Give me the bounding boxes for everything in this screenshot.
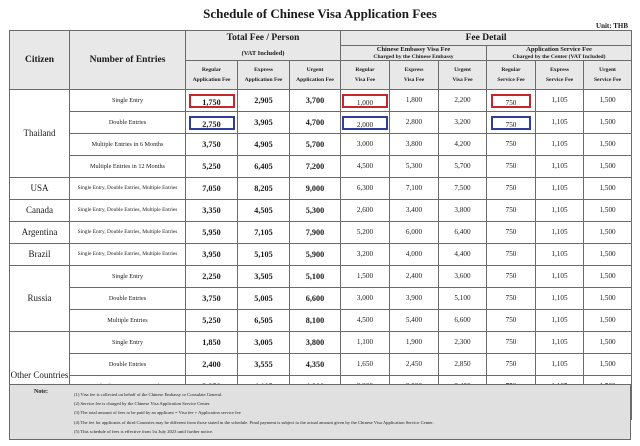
service-fee-cell: 1,105 (536, 244, 584, 266)
citizen-cell: Russia (10, 266, 70, 332)
subheader-fee-type: Visa Fee (403, 77, 425, 83)
visa-fee-cell: 2,800 (390, 112, 439, 134)
table-row (10, 310, 632, 332)
embassy-fee-sub: Charged by the Chinese Embassy (373, 53, 454, 60)
visa-fee-cell: 1,650 (341, 354, 390, 376)
service-fee-cell: 750 (487, 354, 536, 376)
service-fee-cell: 750 (487, 200, 536, 222)
subheader-cell (186, 61, 238, 90)
subheader-fee-type: Visa Fee (354, 77, 376, 83)
embassy-fee-header (341, 46, 487, 61)
visa-fee-cell: 2,600 (341, 200, 390, 222)
visa-fee-cell: 2,450 (390, 354, 439, 376)
table-row (10, 332, 632, 354)
visa-fee-cell: 6,400 (439, 222, 487, 244)
visa-fee-cell: 3,200 (439, 112, 487, 134)
subheader-cell (584, 61, 632, 90)
service-fee-cell: 750 (487, 244, 536, 266)
visa-fee-cell: 3,800 (390, 134, 439, 156)
entry-type-cell: Single Entry (70, 90, 186, 112)
visa-fee-cell: 3,000 (341, 288, 390, 310)
total-fee-cell: 5,105 (238, 244, 290, 266)
service-fee-cell: 750 (487, 310, 536, 332)
visa-fee-cell: 4,500 (341, 156, 390, 178)
service-fee-cell: 750 (487, 178, 536, 200)
visa-fee-cell: 6,000 (390, 222, 439, 244)
total-fee-cell: 4,350 (290, 354, 341, 376)
entry-type-cell: Single Entry, Double Entries, Multiple Entries (70, 178, 186, 200)
total-fee-cell: 7,200 (290, 156, 341, 178)
table-row (10, 156, 632, 178)
service-fee-cell: 1,105 (536, 222, 584, 244)
visa-fee-cell: 4,500 (341, 310, 390, 332)
entry-type-cell: Single Entry, Double Entries, Multiple Entries (70, 244, 186, 266)
total-fee-cell: 5,250 (186, 310, 238, 332)
service-fee-cell: 750 (487, 266, 536, 288)
total-fee-cell: 7,105 (238, 222, 290, 244)
service-fee-cell: 1,105 (536, 266, 584, 288)
subheader-cell (487, 61, 536, 90)
visa-fee-cell: 7,100 (390, 178, 439, 200)
citizen-cell: Other Countries (10, 332, 70, 420)
total-fee-cell: 3,005 (238, 332, 290, 354)
total-fee-title: Total Fee / Person (226, 33, 300, 44)
visa-fee-cell: 3,900 (390, 288, 439, 310)
total-fee-cell: 5,250 (186, 156, 238, 178)
visa-fee-cell (341, 90, 390, 112)
notes-list (74, 390, 434, 436)
total-fee-cell: 8,205 (238, 178, 290, 200)
entry-type-cell: Single Entry, Double Entries, Multiple Entries (70, 222, 186, 244)
total-fee-cell: 3,350 (186, 200, 238, 222)
service-fee-cell: 750 (487, 288, 536, 310)
note-item: (4) The fee for applicants of third Countries may be different from those stated in the schedule. Final payment is subject to the actual amount given by the Chinese Visa Application Service Center. (74, 419, 434, 425)
service-fee-cell: 1,500 (584, 134, 632, 156)
service-fee-sub: Charged by the Center (VAT Included) (512, 53, 606, 60)
fee-table-body (10, 90, 632, 420)
total-fee-cell: 6,405 (238, 156, 290, 178)
entry-type-cell: Single Entry (70, 332, 186, 354)
total-fee-cell: 3,555 (238, 354, 290, 376)
citizen-cell: Argentina (10, 222, 70, 244)
service-fee-cell: 1,500 (584, 156, 632, 178)
entry-type-cell: Single Entry (70, 266, 186, 288)
total-fee-cell: 4,700 (290, 112, 341, 134)
total-fee-cell: 7,050 (186, 178, 238, 200)
table-row (10, 244, 632, 266)
visa-fee-cell: 1,800 (390, 90, 439, 112)
entries-header: Number of Entries (70, 31, 186, 90)
highlighted-value: 2,750 (189, 116, 235, 130)
visa-fee-cell: 1,500 (341, 266, 390, 288)
visa-fee-cell: 5,400 (390, 310, 439, 332)
total-fee-cell: 7,900 (290, 222, 341, 244)
total-fee-cell: 3,905 (238, 112, 290, 134)
subheader-cell (390, 61, 439, 90)
service-fee-cell: 1,105 (536, 134, 584, 156)
service-fee-cell (487, 90, 536, 112)
unit-label: Unit: THB (596, 22, 628, 30)
visa-fee-cell: 2,300 (439, 332, 487, 354)
service-fee-cell: 1,500 (584, 332, 632, 354)
fee-table (9, 30, 632, 420)
service-fee-cell: 1,105 (536, 156, 584, 178)
total-fee-cell: 6,505 (238, 310, 290, 332)
total-fee-cell: 5,100 (290, 266, 341, 288)
entry-type-cell: Double Entries (70, 112, 186, 134)
service-fee-cell: 1,105 (536, 112, 584, 134)
subheader-fee-type: Application Fee (296, 77, 334, 83)
total-fee-cell (186, 112, 238, 134)
total-fee-cell: 2,905 (238, 90, 290, 112)
table-row (10, 266, 632, 288)
visa-fee-cell: 4,200 (439, 134, 487, 156)
visa-fee-cell: 4,400 (439, 244, 487, 266)
highlighted-value: 750 (491, 116, 531, 130)
service-fee-cell: 1,105 (536, 288, 584, 310)
visa-fee-cell: 5,200 (341, 222, 390, 244)
service-fee-cell: 1,500 (584, 222, 632, 244)
total-fee-cell: 2,250 (186, 266, 238, 288)
visa-fee-cell: 3,600 (439, 266, 487, 288)
total-fee-cell: 2,400 (186, 354, 238, 376)
notes-box (9, 384, 631, 440)
subheader-speed: Express (254, 66, 273, 73)
visa-fee-cell: 5,300 (390, 156, 439, 178)
service-fee-cell: 1,500 (584, 354, 632, 376)
table-row (10, 288, 632, 310)
visa-fee-cell: 3,400 (390, 200, 439, 222)
subheader-fee-type: Service Fee (593, 77, 622, 83)
service-fee-header (487, 46, 632, 61)
service-fee-cell (487, 112, 536, 134)
service-fee-cell: 1,500 (584, 310, 632, 332)
subheader-cell (341, 61, 390, 90)
entry-type-cell: Multiple Entries in 6 Months (70, 134, 186, 156)
fee-detail-header: Fee Detail (341, 31, 632, 46)
citizen-cell: Brazil (10, 244, 70, 266)
subheader-speed: Express (404, 66, 424, 73)
service-fee-cell: 1,500 (584, 244, 632, 266)
total-fee-cell: 5,950 (186, 222, 238, 244)
total-fee-cell: 5,300 (290, 200, 341, 222)
subheader-cell (536, 61, 584, 90)
visa-fee-cell: 1,100 (341, 332, 390, 354)
subheader-fee-type: Service Fee (497, 77, 525, 83)
subheader-cell (439, 61, 487, 90)
page-title: Schedule of Chinese Visa Application Fees (203, 6, 437, 21)
subheader-fee-type: Application Fee (192, 77, 231, 83)
total-fee-cell: 4,905 (238, 134, 290, 156)
total-fee-cell: 1,850 (186, 332, 238, 354)
total-fee-cell: 3,950 (186, 244, 238, 266)
citizen-cell: Thailand (10, 90, 70, 178)
service-fee-cell: 1,500 (584, 288, 632, 310)
total-fee-cell (186, 90, 238, 112)
citizen-cell: Canada (10, 200, 70, 222)
service-fee-cell: 750 (487, 332, 536, 354)
subheader-speed: Urgent (454, 66, 471, 73)
visa-fee-cell: 3,800 (439, 200, 487, 222)
service-fee-cell: 1,500 (584, 200, 632, 222)
service-fee-cell: 1,105 (536, 354, 584, 376)
service-fee-cell: 1,105 (536, 200, 584, 222)
note-item: (2) Service fee is charged by the Chinese Visa Application Service Center. (74, 401, 211, 407)
highlighted-value: 1,000 (342, 94, 388, 108)
total-fee-header (186, 31, 341, 61)
subheader-speed: Express (550, 66, 569, 73)
subheader-speed: Urgent (306, 66, 324, 73)
entry-type-cell: Double Entries (70, 288, 186, 310)
service-fee-cell: 750 (487, 134, 536, 156)
subheader-speed: Urgent (599, 66, 616, 73)
visa-fee-cell: 5,700 (439, 156, 487, 178)
table-row (10, 200, 632, 222)
visa-fee-cell: 3,200 (341, 244, 390, 266)
subheader-fee-type: Application Fee (244, 77, 283, 83)
visa-fee-cell: 3,000 (341, 134, 390, 156)
total-fee-cell: 5,005 (238, 288, 290, 310)
highlighted-value: 2,000 (342, 116, 388, 130)
total-fee-cell: 3,750 (186, 288, 238, 310)
visa-fee-cell: 4,000 (390, 244, 439, 266)
visa-fee-cell: 2,400 (390, 266, 439, 288)
note-item: (1) Visa fee is collected on behalf of the Chinese Embassy or Consulate General. (74, 392, 223, 397)
total-fee-cell: 3,505 (238, 266, 290, 288)
visa-fee-cell: 2,200 (439, 90, 487, 112)
citizen-cell: USA (10, 178, 70, 200)
total-fee-cell: 6,600 (290, 288, 341, 310)
service-fee-title: Application Service Fee (526, 46, 592, 54)
table-row (10, 222, 632, 244)
highlighted-value: 1,750 (189, 94, 235, 108)
total-fee-cell: 4,505 (238, 200, 290, 222)
subheader-fee-type: Service Fee (545, 77, 574, 83)
subheader-cell (238, 61, 290, 90)
table-row (10, 134, 632, 156)
service-fee-cell: 1,105 (536, 332, 584, 354)
subheader-speed: Regular (201, 66, 222, 73)
note-item: (5) This schedule of fees is effective from 1st July 2023 until further notice. (74, 428, 214, 434)
service-fee-cell: 1,105 (536, 178, 584, 200)
entry-type-cell: Single Entry, Double Entries, Multiple Entries (70, 200, 186, 222)
service-fee-cell: 750 (487, 156, 536, 178)
highlighted-value: 750 (491, 94, 531, 108)
service-fee-cell: 1,500 (584, 112, 632, 134)
note-item: (3) The total amount of fees to be paid by an applicant = Visa fee + Application service fee (74, 410, 241, 416)
total-fee-cell: 5,900 (290, 244, 341, 266)
visa-fee-cell: 1,900 (390, 332, 439, 354)
visa-fee-cell: 2,850 (439, 354, 487, 376)
table-row (10, 354, 632, 376)
table-row (10, 112, 632, 134)
total-fee-cell: 3,700 (290, 90, 341, 112)
service-fee-cell: 1,500 (584, 178, 632, 200)
notes-label: Note: (34, 389, 48, 395)
visa-fee-cell: 6,600 (439, 310, 487, 332)
subheader-cell (290, 61, 341, 90)
embassy-fee-title: Chinese Embassy Visa Fee (376, 46, 451, 54)
citizen-header: Citizen (10, 31, 70, 90)
total-fee-cell: 3,800 (290, 332, 341, 354)
service-fee-cell: 1,500 (584, 90, 632, 112)
total-fee-cell: 9,000 (290, 178, 341, 200)
visa-fee-cell: 5,100 (439, 288, 487, 310)
visa-fee-cell: 6,300 (341, 178, 390, 200)
subheader-speed: Regular (355, 66, 375, 73)
service-fee-cell: 750 (487, 222, 536, 244)
subheader-speed: Regular (501, 66, 521, 73)
visa-fee-cell (341, 112, 390, 134)
entry-type-cell: Double Entries (70, 354, 186, 376)
service-fee-cell: 1,500 (584, 266, 632, 288)
service-fee-cell: 1,105 (536, 310, 584, 332)
table-row (10, 178, 632, 200)
table-row (10, 90, 632, 112)
subheader-fee-type: Visa Fee (452, 77, 473, 83)
entry-type-cell: Multiple Entries (70, 310, 186, 332)
visa-fee-cell: 7,500 (439, 178, 487, 200)
total-fee-cell: 5,700 (290, 134, 341, 156)
total-fee-cell: 8,100 (290, 310, 341, 332)
service-fee-cell: 1,105 (536, 90, 584, 112)
total-fee-cell: 3,750 (186, 134, 238, 156)
entry-type-cell: Multiple Entries in 12 Months (70, 156, 186, 178)
vat-note: (VAT Included) (241, 50, 285, 58)
